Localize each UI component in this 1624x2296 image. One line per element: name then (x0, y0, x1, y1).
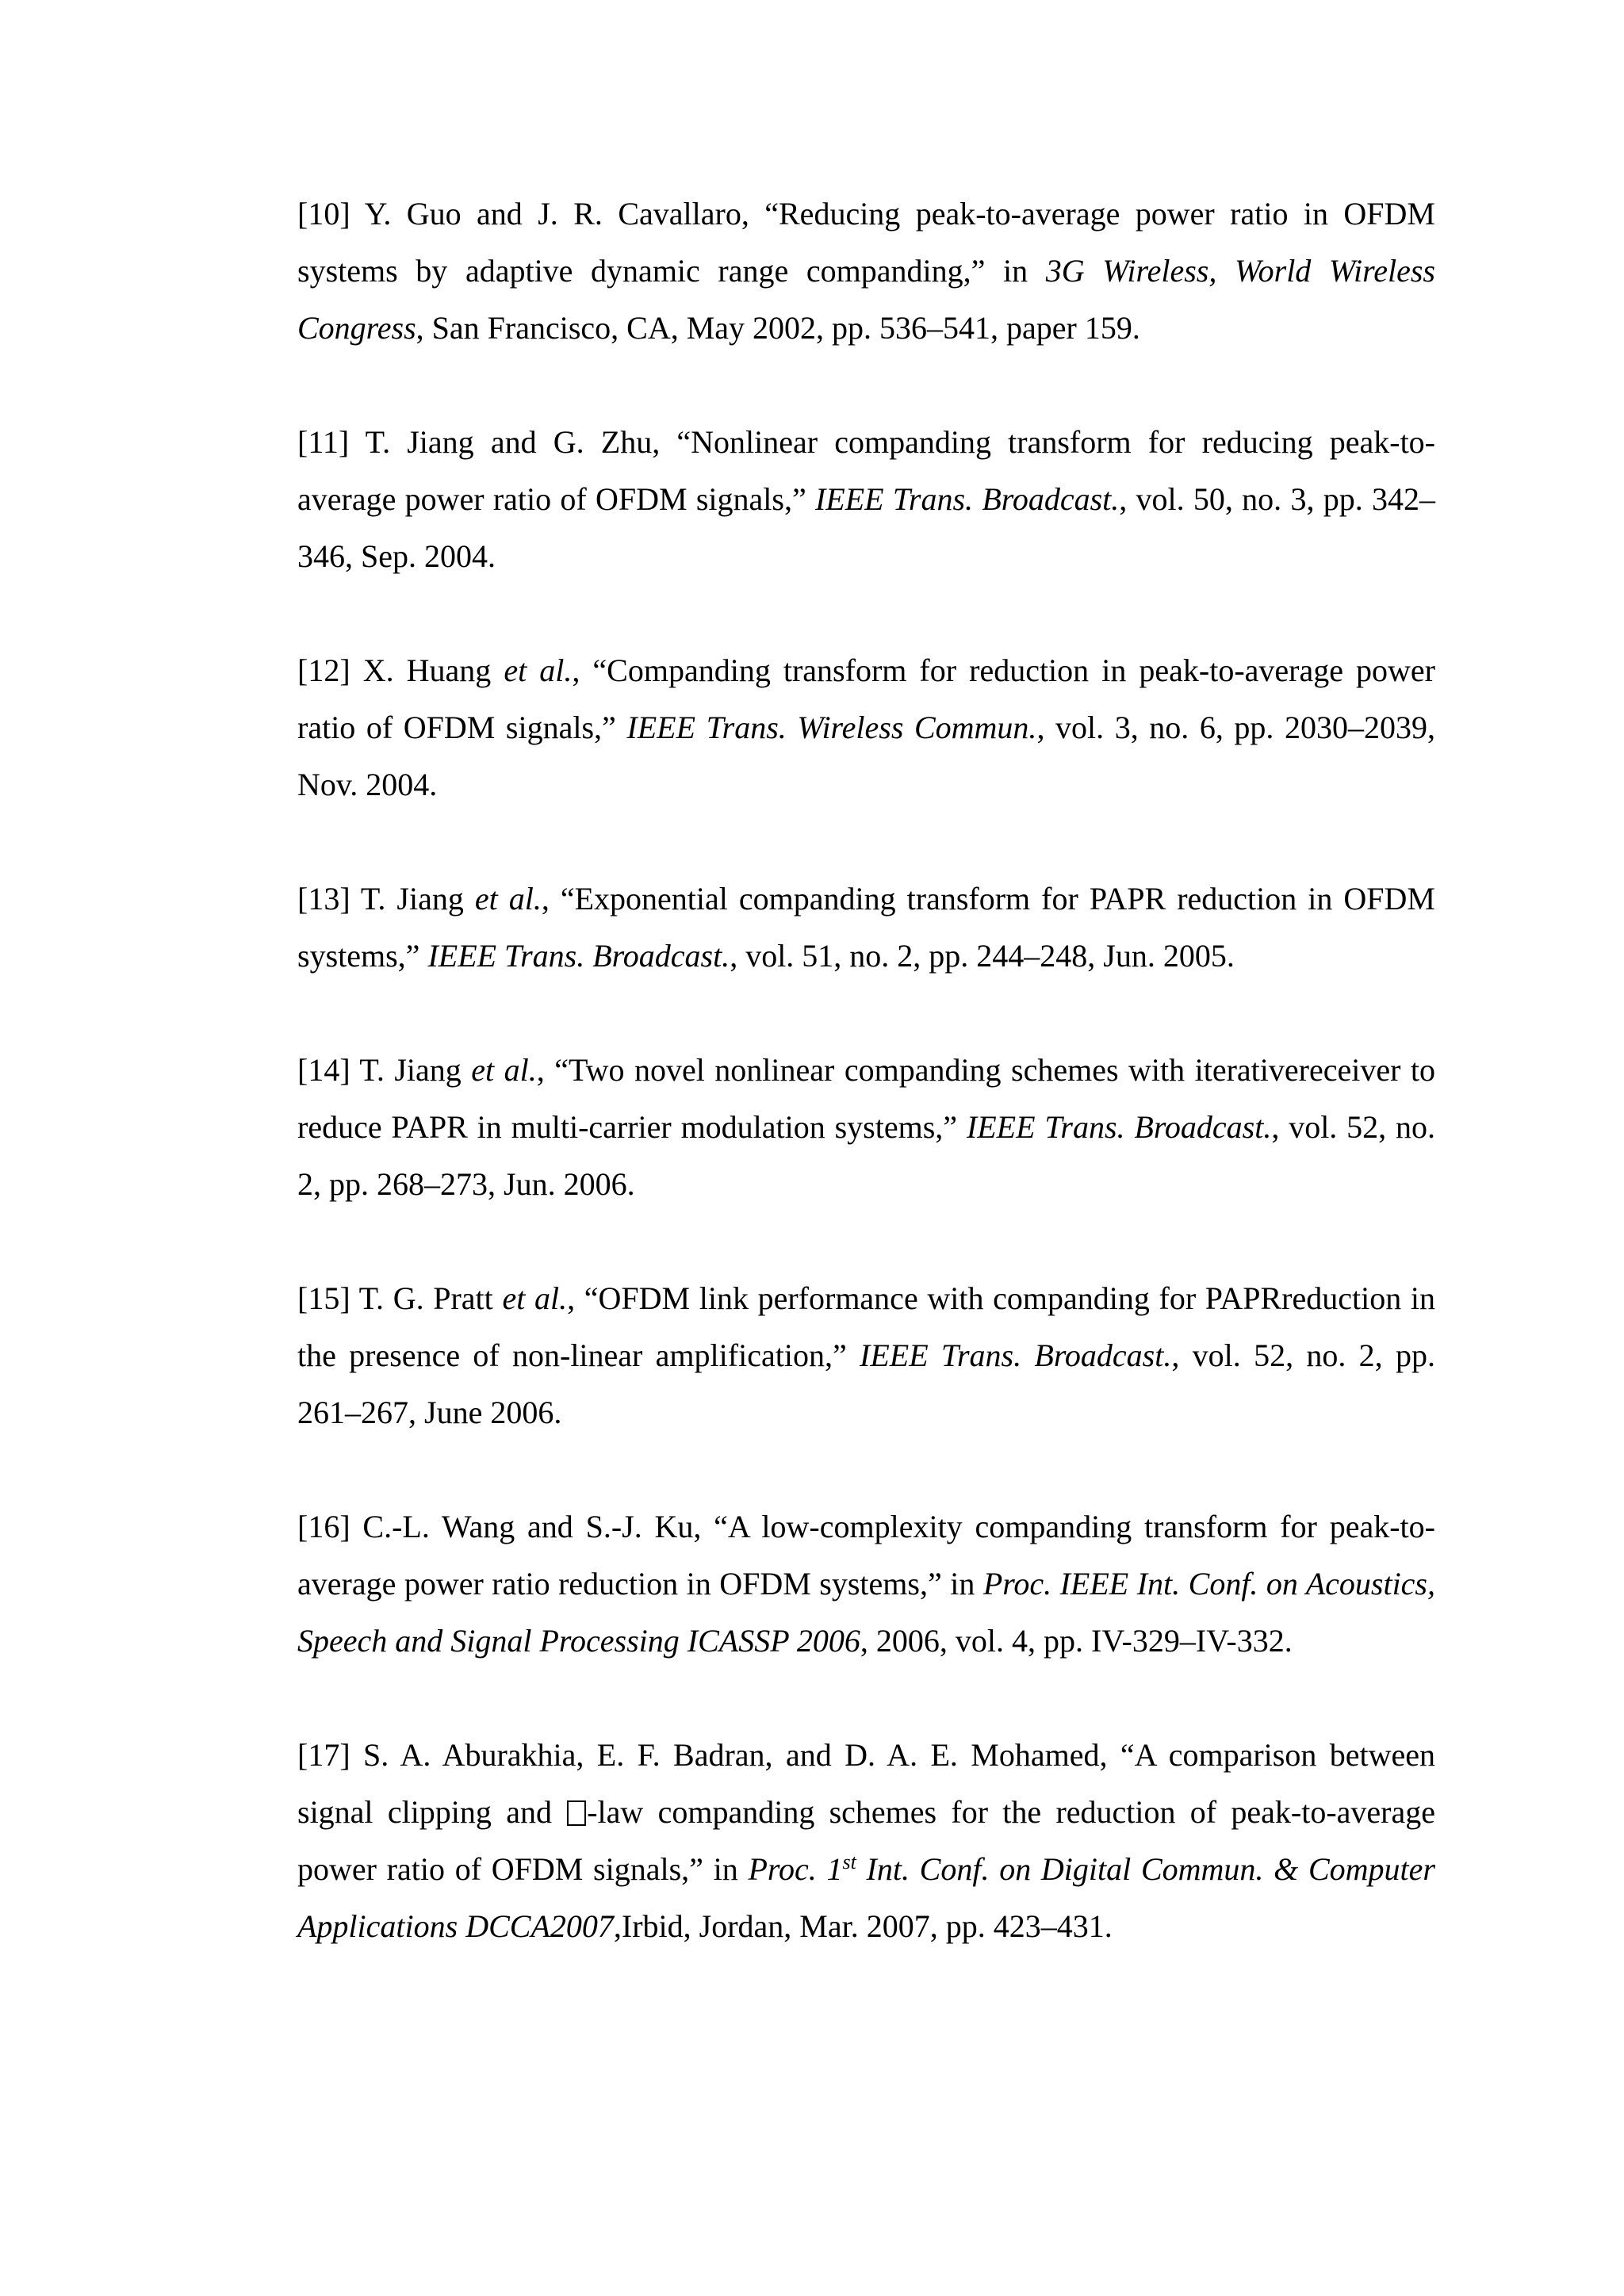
reference-italic-text: Proc. 1 (748, 1851, 843, 1887)
reference-text: T. Jiang (350, 1052, 472, 1088)
reference-text: T. G. Pratt (350, 1280, 503, 1316)
reference-entry (297, 871, 1435, 985)
reference-italic-text: et al. (471, 1052, 537, 1088)
reference-text: , “Exponential companding transform for PAPR reduction in OFDM systems,” (297, 881, 1436, 974)
reference-entry (297, 414, 1435, 585)
reference-text: , vol. 3, no. 6, pp. 2030–2039, Nov. 2004. (297, 710, 1436, 802)
reference-text: T. Jiang (350, 881, 475, 916)
reference-text: , vol. 51, no. 2, pp. 244–248, Jun. 2005. (730, 938, 1235, 974)
reference-italic-text: IEEE Trans. Broadcast. (427, 938, 730, 974)
reference-number: [12] (297, 652, 350, 688)
reference-text: , vol. 50, no. 3, pp. 342–346, Sep. 2004. (297, 481, 1435, 574)
reference-text: , vol. 52, no. 2, pp. 261–267, June 2006. (297, 1337, 1435, 1430)
reference-text: , 2006, vol. 4, pp. IV-329–IV-332. (860, 1623, 1293, 1659)
reference-number: [17] (297, 1737, 350, 1773)
reference-number: [11] (297, 424, 350, 460)
reference-text: , “Two novel nonlinear companding schemes with iterativereceiver to reduce PAPR in multi-carrier modulation systems,” (297, 1052, 1435, 1145)
reference-italic-text: IEEE Trans. Broadcast. (860, 1337, 1172, 1373)
reference-entry (297, 1498, 1435, 1670)
reference-number: [13] (297, 881, 350, 916)
reference-text: -law companding schemes for the reduction of peak-to-average power ratio of OFDM signals,” in (297, 1794, 1435, 1887)
reference-italic-text: Proc. IEEE Int. Conf. on Acoustics, Speech and Signal Processing ICASSP 2006 (297, 1566, 1435, 1659)
reference-italic-text: et al. (474, 881, 542, 916)
reference-italic-text: IEEE Trans. Broadcast. (814, 481, 1120, 517)
reference-number: [14] (297, 1052, 350, 1088)
reference-number: [10] (297, 196, 350, 232)
reference-italic-text: et al. (502, 1280, 568, 1316)
reference-italic-text: 3G Wireless, World Wireless Congress (297, 253, 1435, 346)
reference-entry (297, 1270, 1435, 1441)
reference-entry (297, 642, 1435, 813)
reference-text: , vol. 52, no. 2, pp. 268–273, Jun. 2006. (297, 1109, 1435, 1202)
reference-list (297, 186, 1435, 1955)
reference-text: , “OFDM link performance with companding for PAPRreduction in the presence of non-linear amplification,” (297, 1280, 1435, 1373)
reference-number: [16] (297, 1509, 350, 1544)
reference-text: Y. Guo and J. R. Cavallaro, “Reducing peak-to-average power ratio in OFDM systems by adaptive dynamic range companding,” in (297, 196, 1435, 289)
reference-text: C.-L. Wang and S.-J. Ku, “A low-complexity companding transform for peak-to-average power ratio reduction in OFDM systems,” in (297, 1509, 1435, 1601)
missing-glyph-box (567, 1800, 586, 1826)
reference-italic-text: IEEE Trans. Broadcast. (966, 1109, 1272, 1145)
reference-italic-text: Int. Conf. on Digital Commun. & Computer Applications DCCA2007 (297, 1851, 1435, 1944)
reference-italic-text: IEEE Trans. Wireless Commun. (626, 710, 1037, 745)
reference-text: S. A. Aburakhia, E. F. Badran, and D. A. E. Mohamed, “A comparison between signal clipping and (297, 1737, 1435, 1830)
reference-italic-text: et al. (504, 652, 573, 688)
reference-text: T. Jiang and G. Zhu, “Nonlinear companding transform for reducing peak-to-average power ratio of OFDM signals,” (297, 424, 1435, 517)
reference-text: , “Companding transform for reduction in peak-to-average power ratio of OFDM signals,” (297, 652, 1435, 745)
reference-text: X. Huang (350, 652, 504, 688)
reference-number: [15] (297, 1280, 350, 1316)
reference-text: , San Francisco, CA, May 2002, pp. 536–541, paper 159. (416, 310, 1140, 346)
reference-entry (297, 1727, 1435, 1955)
reference-italic-text: st (842, 1850, 856, 1873)
reference-text: ,Irbid, Jordan, Mar. 2007, pp. 423–431. (613, 1908, 1113, 1944)
reference-entry (297, 1042, 1435, 1213)
reference-entry (297, 186, 1435, 357)
